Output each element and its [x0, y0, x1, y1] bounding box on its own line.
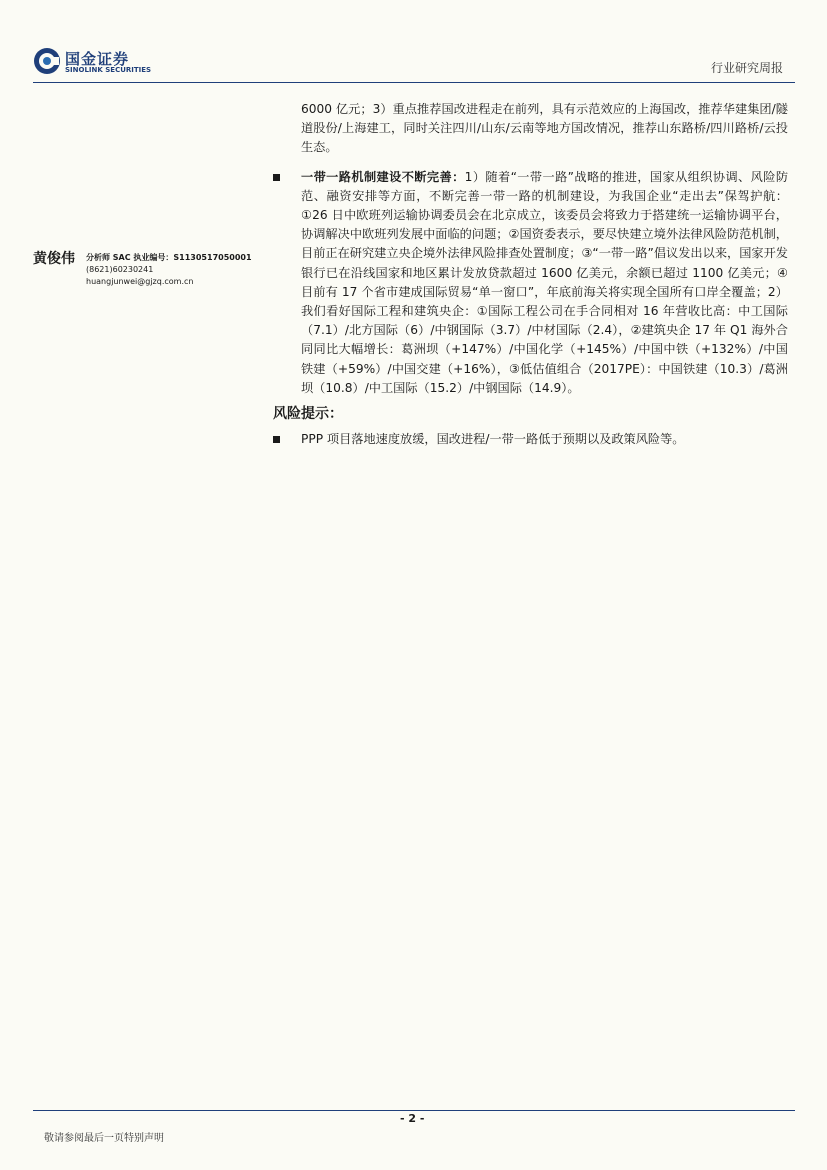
- analyst-cert-number: S1130517050001: [173, 253, 252, 262]
- risk-paragraph: PPP 项目落地速度放缓，国改进程/一带一路低于预期以及政策风险等。: [301, 432, 685, 447]
- footer-disclaimer: 敬请参阅最后一页特别声明: [44, 1133, 164, 1144]
- analyst-name: 黄俊伟: [33, 251, 75, 267]
- bullet-item-risk: [273, 430, 788, 449]
- sinolink-logo-icon: [33, 47, 61, 75]
- risk-heading: 风险提示：: [273, 406, 343, 423]
- analyst-phone: (8621)60230241: [86, 265, 154, 274]
- report-type-label: 行业研究周报: [710, 61, 783, 75]
- analyst-email[interactable]: huangjunwei@gjzq.com.cn: [86, 277, 194, 286]
- bullet-item-belt-road: [273, 168, 788, 398]
- bullet-text: 1）随着“一带一路”战略的推进，国家从组织协调、风险防范、融资安排等方面，不断完善一带一路的机制建设，为我国企业“走出去”保驾护航：①26 日中欧班列运输协调委员会在北京成立，该委员会将致力于搭建统一运输协调平台，协调解决中欧班列发展中面临的问题；②国资委表示，要尽快建立境外法律风险防范机制，目前正在研究建立央企境外法律风险排查处置制度；③“一带一路”倡议发出以来，国家开发银行已在沿线国家和地区累计发放贷款超过 1600 亿美元，余额已超过 1100 亿美元；④目前有 17 个省市建成国际贸易“单一窗口”，年底前海关将实现全国所有口岸全覆盖；2）我们看好国际工程和建筑央企：①国际工程公司在手合同相对 16 年营收比高：中工国际（7.1）/北方国际（6）/中钢国际（3.7）/中材国际（2.4），②建筑央企 17 年 Q1 海外合同同比大幅增长：葛洲坝（+147%）/中国化学（+145%）/中国中铁（+132%）/中国铁建（+59%）/中国交建（+16%），③低估值组合（2017PE）：中国铁建（10.3）/葛洲坝（10.8）/中工国际（15.2）/中钢国际（14.9）。: [301, 169, 789, 395]
- company-logo: [33, 47, 163, 79]
- analyst-cert-label: 分析师 SAC 执业编号：: [86, 253, 174, 262]
- bullet-square-icon: [273, 174, 280, 181]
- continued-paragraph: 6000 亿元；3）重点推荐国改进程走在前列，具有示范效应的上海国改，推荐华建集团/隧道股份/上海建工，同时关注四川/山东/云南等地方国改情况，推荐山东路桥/四川路桥/云投生态。: [301, 102, 788, 155]
- header-divider: [33, 82, 795, 83]
- footer-divider: [33, 1110, 795, 1111]
- analyst-info: [86, 252, 252, 288]
- bullet-paragraph: [301, 168, 788, 398]
- page-header: [0, 0, 827, 84]
- page-number: - 2 -: [400, 1112, 425, 1125]
- report-body: [273, 100, 788, 449]
- logo-english-name: SINOLINK SECURITIES: [65, 66, 152, 74]
- analyst-cert-line: [86, 252, 252, 264]
- bullet-square-icon: [273, 436, 280, 443]
- bullet-lead: 一带一路机制建设不断完善：: [301, 169, 465, 184]
- logo-chinese-name: 国金证券: [65, 50, 130, 68]
